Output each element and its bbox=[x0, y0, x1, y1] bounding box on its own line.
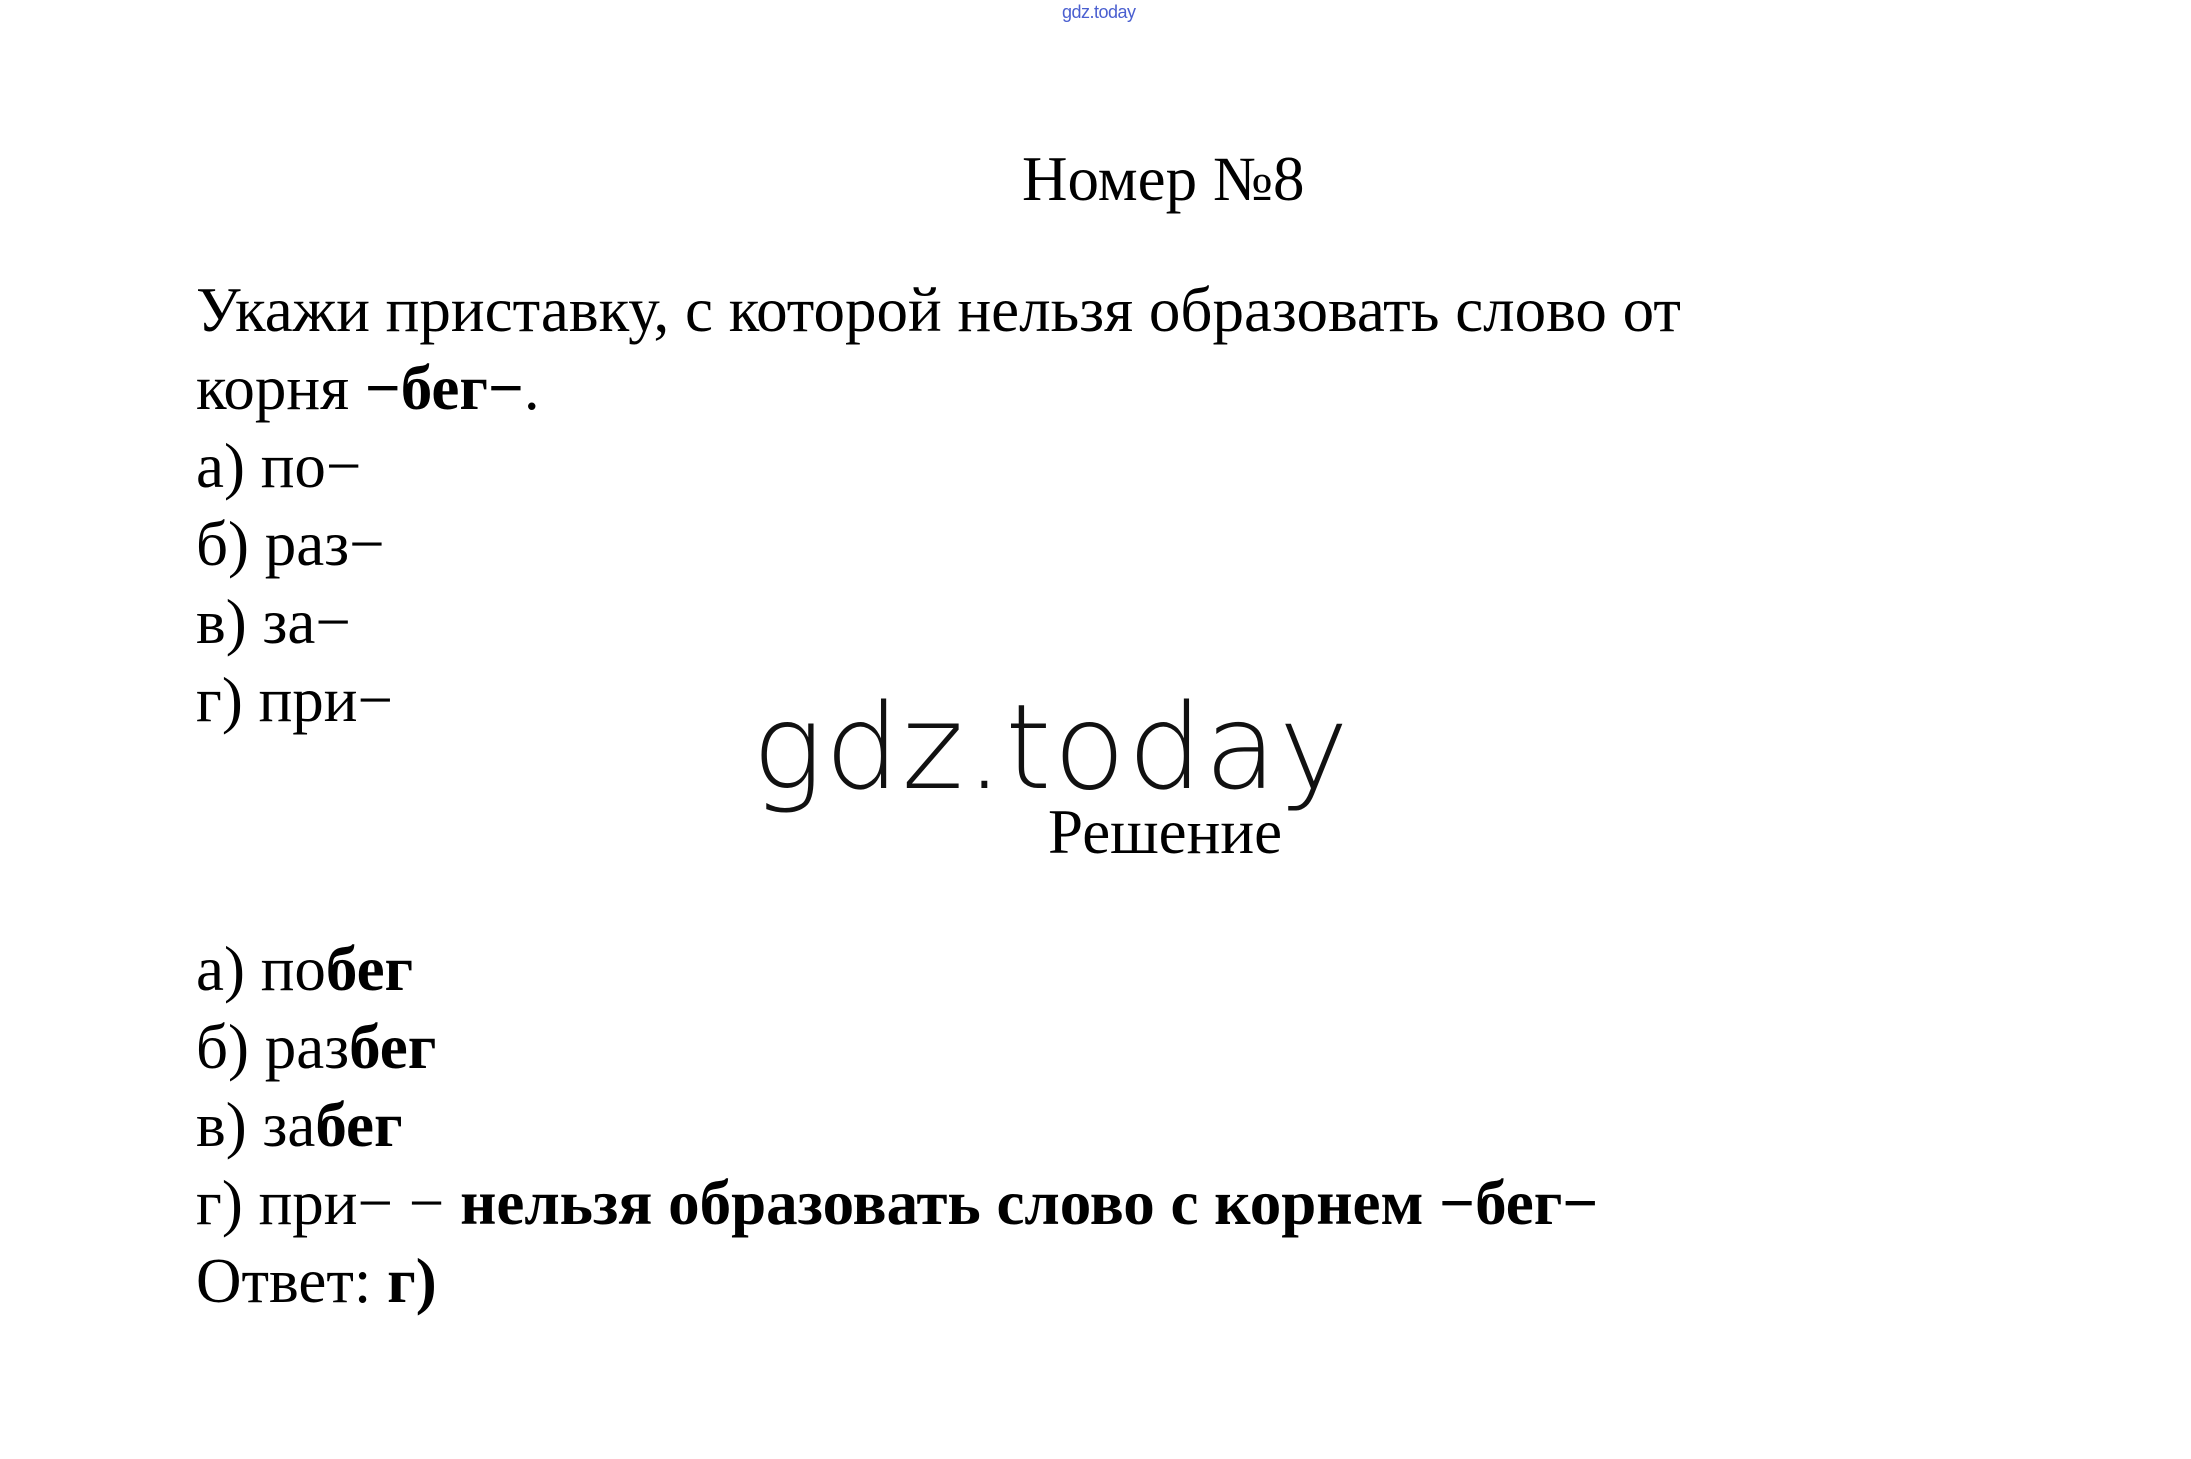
answer-a-bold: бег bbox=[325, 934, 414, 1004]
solution-title: Решение bbox=[1048, 797, 1283, 867]
option-b: б) раз− bbox=[196, 509, 385, 579]
answer-v-bold: бег bbox=[315, 1090, 403, 1160]
answer-v bbox=[196, 1086, 1598, 1164]
option-a: а) по− bbox=[196, 431, 362, 501]
root-highlight: −бег− bbox=[364, 353, 524, 423]
answer-a-prefix: а) по bbox=[196, 934, 326, 1004]
answer-b bbox=[196, 1008, 1598, 1086]
answer-a bbox=[196, 930, 1598, 1008]
option-v: в) за− bbox=[196, 587, 351, 657]
question-line-2 bbox=[196, 349, 1681, 427]
answers-block bbox=[196, 930, 1598, 1320]
page-title: Номер №8 bbox=[1022, 144, 1305, 214]
answer-v-prefix: в) за bbox=[196, 1090, 316, 1160]
watermark-small: gdz.today bbox=[1062, 2, 1136, 22]
final-answer-prefix: Ответ: bbox=[196, 1246, 388, 1316]
answer-g bbox=[196, 1164, 1598, 1242]
final-answer bbox=[196, 1242, 1598, 1320]
question-line-1: Укажи приставку, с которой нельзя образовать слово от bbox=[196, 275, 1681, 345]
answer-g-prefix: г) при− − bbox=[196, 1168, 461, 1238]
question-line-2-suffix: . bbox=[523, 353, 540, 423]
option-g: г) при− bbox=[196, 665, 394, 735]
question-block bbox=[196, 271, 1681, 739]
question-line-2-prefix: корня bbox=[196, 353, 365, 423]
answer-g-bold: нельзя образовать слово с корнем −бег− bbox=[460, 1168, 1599, 1238]
answer-b-bold: бег bbox=[349, 1012, 437, 1082]
answer-b-prefix: б) раз bbox=[196, 1012, 350, 1082]
watermark-large: gdz.today bbox=[752, 678, 1351, 816]
final-answer-bold: г) bbox=[387, 1246, 437, 1316]
